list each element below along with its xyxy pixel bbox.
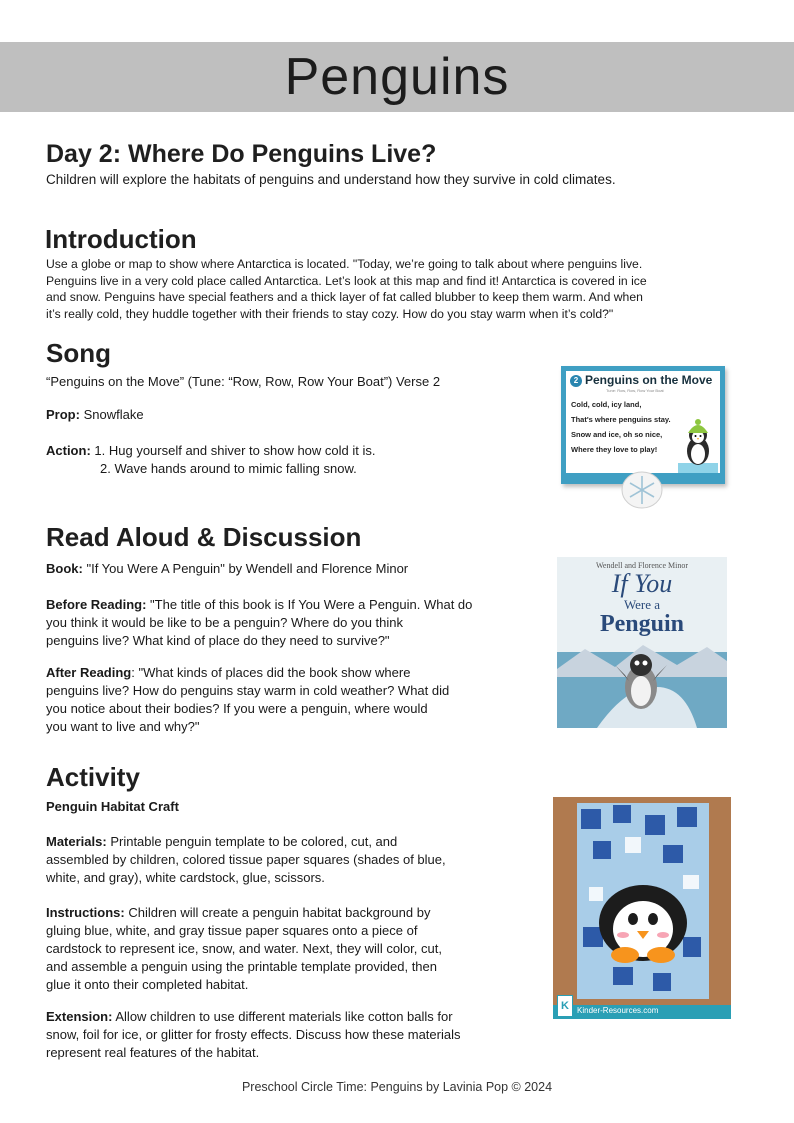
song-title-line: “Penguins on the Move” (Tune: “Row, Row, Row Your Boat”) Verse 2 xyxy=(46,374,441,389)
photo-caption: Kinder-Resources.com xyxy=(577,1006,659,1015)
song-card-title-text: Penguins on the Move xyxy=(585,373,713,387)
before-line: penguins live? What kind of place do they need to survive?" xyxy=(46,633,390,648)
materials-label: Materials: xyxy=(46,834,107,849)
after-reading xyxy=(46,664,535,736)
action-2: 2. Wave hands around to mimic falling snow. xyxy=(100,461,357,476)
before-label: Before Reading: xyxy=(46,597,147,612)
action-label: Action: xyxy=(46,443,91,458)
song-card-image xyxy=(561,366,725,484)
cover-title-3: Penguin xyxy=(599,611,685,637)
cover-authors: Wendell and Florence Minor xyxy=(596,561,688,570)
before-line: you think it would be like to be a penguin? Where do you think xyxy=(46,615,404,630)
extension-label: Extension: xyxy=(46,1009,113,1024)
book-line xyxy=(46,560,408,578)
book-value: "If You Were A Penguin" by Wendell and Florence Minor xyxy=(86,561,409,576)
intro-line: Penguins live in a very cold place called Antarctica. Let’s look at this map and find it! Antarctica is covered in ice xyxy=(46,273,647,288)
day-heading: Day 2: Where Do Penguins Live? xyxy=(46,140,437,168)
read-aloud-heading: Read Aloud & Discussion xyxy=(46,522,362,552)
kinder-resources-logo: K xyxy=(557,995,573,1017)
introduction-text xyxy=(46,256,750,322)
instructions-line: cardstock to represent ice, snow, and water. Next, they will color, cut, xyxy=(46,941,442,956)
song-prop xyxy=(46,406,144,424)
penguin-illustration xyxy=(676,419,720,477)
extension-line: Allow children to use different materials like cotton balls for xyxy=(115,1009,453,1024)
before-reading xyxy=(46,596,535,650)
instructions-line: Children will create a penguin habitat background by xyxy=(128,905,431,920)
song-card-number: 2 xyxy=(570,375,582,387)
intro-line: it’s really cold, they huddle together with their friends to stay cozy. How do you stay warm when it’s cold?" xyxy=(46,306,614,321)
song-action xyxy=(46,442,376,460)
craft-photo xyxy=(553,797,731,1019)
instructions-label: Instructions: xyxy=(46,905,125,920)
instructions xyxy=(46,904,535,994)
cover-title-2: Were a xyxy=(623,597,661,612)
intro-line: Use a globe or map to show where Antarctica is located. "Today, we’re going to talk about where penguins live. xyxy=(46,257,643,271)
intro-line: and snow. Penguins have special feathers and a thick layer of fat called blubber to keep them warm. And when xyxy=(46,290,643,304)
activity-heading: Activity xyxy=(46,762,140,792)
song-card-line: Snow and ice, oh so nice, xyxy=(571,430,663,439)
song-heading: Song xyxy=(46,338,111,368)
prop-label: Prop: xyxy=(46,407,80,422)
book-label: Book: xyxy=(46,561,83,576)
materials xyxy=(46,833,535,887)
snowflake-prop-icon xyxy=(620,470,664,510)
instructions-line: gluing blue, white, and gray tissue paper squares onto a piece of xyxy=(46,923,418,938)
song-card-title xyxy=(570,373,712,387)
song-card-subtitle: Tune: Row, Row, Row Your Boat xyxy=(606,388,664,393)
after-label: After Reading xyxy=(46,665,132,680)
craft-title: Penguin Habitat Craft xyxy=(46,799,179,814)
page-footer: Preschool Circle Time: Penguins by Lavinia Pop © 2024 xyxy=(241,1080,553,1094)
materials-line: assembled by children, colored tissue paper squares (shades of blue, xyxy=(46,852,446,867)
before-line: "The title of this book is If You Were a Penguin. What do xyxy=(150,597,473,612)
book-cover-image xyxy=(557,557,727,728)
after-line: you want to live and why?" xyxy=(46,719,200,734)
song-card-line: Cold, cold, icy land, xyxy=(571,400,642,409)
song-card-line: That's where penguins stay. xyxy=(571,415,671,424)
after-line: penguins live? How do penguins stay warm in cold weather? What did xyxy=(46,683,450,698)
extension-line: snow, foil for ice, or glitter for frosty effects. Discuss how these materials xyxy=(46,1027,461,1042)
after-line: : "What kinds of places did the book show where xyxy=(131,665,411,680)
introduction-heading: Introduction xyxy=(45,224,197,254)
materials-line: Printable penguin template to be colored, cut, and xyxy=(110,834,398,849)
day-summary: Children will explore the habitats of penguins and understand how they survive in cold climates. xyxy=(46,172,616,187)
song-card-line: Where they love to play! xyxy=(571,445,658,454)
after-line: you notice about their bodies? If you were a penguin, where would xyxy=(46,701,428,716)
action-1: 1. Hug yourself and shiver to show how cold it is. xyxy=(94,443,376,458)
cover-title-1: If You xyxy=(611,569,673,598)
title-bar xyxy=(0,42,794,112)
extension-line: represent real features of the habitat. xyxy=(46,1045,260,1060)
instructions-line: and assemble a penguin using the printable template provided, then xyxy=(46,959,437,974)
extension xyxy=(46,1008,535,1062)
prop-value: Snowflake xyxy=(83,407,144,422)
page-title: Penguins xyxy=(284,48,510,106)
materials-line: white, and gray), white cardstock, glue, scissors. xyxy=(46,870,325,885)
instructions-line: glue it onto their completed habitat. xyxy=(46,977,249,992)
